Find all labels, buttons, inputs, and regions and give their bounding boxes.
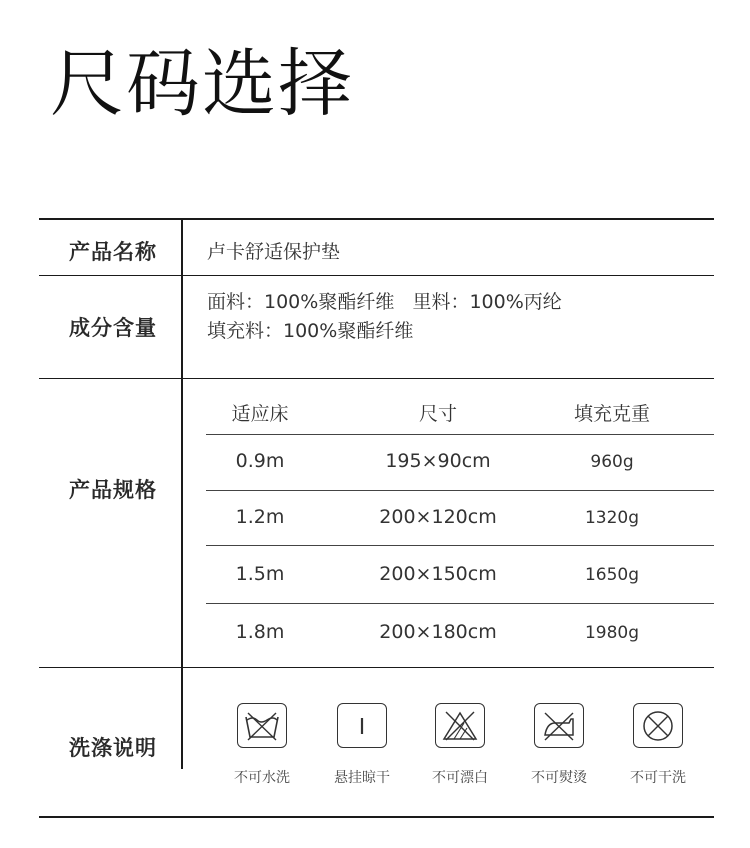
product-name-label: 产品名称 <box>69 240 157 264</box>
bed-size: 1.2m <box>235 506 285 528</box>
dimension: 195×90cm <box>385 450 491 472</box>
dimension: 200×120cm <box>379 506 497 528</box>
care-caption: 不可水洗 <box>234 770 290 786</box>
care-item <box>524 703 594 787</box>
bed-size: 1.8m <box>235 621 285 643</box>
care-item <box>623 703 693 787</box>
care-item <box>425 703 495 787</box>
material-label: 成分含量 <box>69 316 157 340</box>
row-divider <box>39 667 714 668</box>
no-dry-clean-icon <box>633 703 683 748</box>
page-title: 尺码选择 <box>50 41 354 127</box>
row-divider <box>206 490 714 491</box>
care-label: 洗涤说明 <box>69 736 157 760</box>
no-iron-icon <box>534 703 584 748</box>
row-divider <box>39 275 714 276</box>
table-bottom-border <box>39 816 714 818</box>
spec-header-divider <box>206 434 714 435</box>
no-bleach-icon <box>435 703 485 748</box>
fill-weight: 1980g <box>584 623 640 643</box>
dimension: 200×150cm <box>379 563 497 585</box>
care-caption: 不可漂白 <box>432 770 488 786</box>
fill-weight: 1320g <box>584 508 640 528</box>
row-divider <box>206 545 714 546</box>
bed-size: 0.9m <box>235 450 285 472</box>
column-divider <box>181 219 183 769</box>
spec-label: 产品规格 <box>69 478 157 502</box>
no-wash-icon <box>237 703 287 748</box>
care-item <box>327 703 397 787</box>
fill-weight: 1650g <box>584 565 640 585</box>
bed-size: 1.5m <box>235 563 285 585</box>
table-top-border <box>39 218 714 220</box>
care-caption: 悬挂晾干 <box>334 770 390 786</box>
hang-dry-icon <box>337 703 387 748</box>
material-line-2: 填充料：100%聚酯纤维 <box>207 320 414 342</box>
row-divider <box>39 378 714 379</box>
care-caption: 不可熨烫 <box>531 770 587 786</box>
spec-header-size: 尺寸 <box>418 403 458 425</box>
product-name-value: 卢卡舒适保护垫 <box>207 241 341 263</box>
fill-weight: 960g <box>590 452 634 472</box>
spec-header-bed: 适应床 <box>231 403 289 425</box>
care-item <box>227 703 297 787</box>
dimension: 200×180cm <box>379 621 497 643</box>
care-caption: 不可干洗 <box>630 770 686 786</box>
row-divider <box>206 603 714 604</box>
spec-header-weight: 填充克重 <box>573 403 651 425</box>
material-line-1: 面料：100%聚酯纤维 里料：100%丙纶 <box>207 291 562 313</box>
